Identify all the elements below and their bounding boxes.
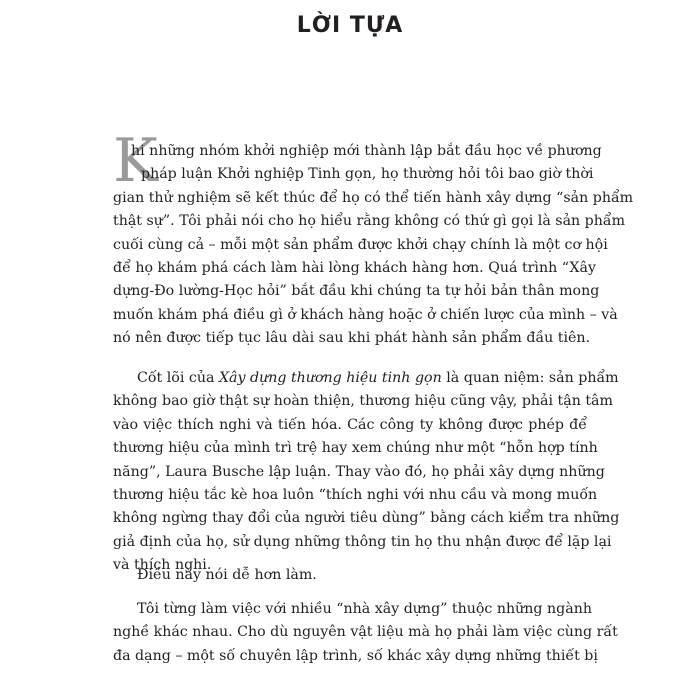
- text-line: thương hiệu của mình trì trệ hay xem chúng như một “hỗn hợp tính: [113, 440, 598, 457]
- text-line: nghề khác nhau. Cho dù nguyên vật liệu mà họ phải làm việc cùng rất: [113, 624, 618, 641]
- paragraph-4: [113, 598, 618, 668]
- text-line: gian thử nghiệm sẽ kết thúc để họ có thể tiến hành xây dựng “sản phẩm: [113, 189, 634, 206]
- text-line: muốn khám phá điều gì ở khách hàng hoặc ở chiến lược của mình – và: [113, 306, 618, 323]
- text-line: và thích nghi.: [113, 557, 212, 574]
- text-line: dựng-Đo lường-Học hỏi” bắt đầu khi chúng ta tự hỏi bản thân mong: [113, 283, 600, 300]
- paragraph-1-line-2: [141, 163, 594, 186]
- drop-cap-letter: K: [113, 126, 158, 196]
- text-line: không ngừng thay đổi của người tiêu dùng” bằng cách kiểm tra những: [113, 510, 620, 527]
- text-line: thương hiệu tắc kè hoa luôn “thích nghi với nhu cầu và mong muốn: [113, 486, 598, 503]
- text-line: thật sự”. Tôi phải nói cho họ hiểu rằng không có thứ gì gọi là sản phẩm: [113, 213, 626, 230]
- text-line: năng”, Laura Busche lập luận. Thay vào đó, họ phải xây dựng những: [113, 463, 605, 480]
- text-line: [113, 367, 619, 390]
- text-fragment: Cốt lõi của: [137, 370, 219, 386]
- text-line: vào việc thích nghi và tiến hóa. Các công ty không được phép để: [113, 416, 587, 433]
- book-title-italic: Xây dựng thương hiệu tinh gọn: [218, 370, 442, 386]
- text-line: để họ khám phá cách làm hài lòng khách hàng hơn. Quá trình “Xây: [113, 259, 596, 276]
- text-line: Tôi từng làm việc với nhiều “nhà xây dựng” thuộc những ngành: [137, 601, 592, 617]
- paragraph-1-line-1: [131, 140, 602, 163]
- text-fragment: là quan niệm: sản phẩm: [441, 370, 619, 386]
- text-line: Điều này nói dễ hơn làm.: [137, 567, 317, 583]
- page-title: LỜI TỰA: [296, 13, 404, 38]
- paragraph-2: [113, 367, 620, 578]
- text-line: pháp luận Khởi nghiệp Tinh gọn, họ thường hỏi tôi bao giờ thời: [141, 166, 594, 183]
- text-line: đa dạng – một số chuyên lập trình, số khác xây dựng những thiết bị: [113, 647, 598, 664]
- text-line: giả định của họ, sử dụng những thông tin họ thu nhận được để lặp lại: [113, 533, 612, 550]
- text-line: nó nên được tiếp tục lâu dài sau khi phát hành sản phẩm đầu tiên.: [113, 330, 591, 347]
- paragraph-1-body: [113, 187, 634, 351]
- text-line: không bao giờ thật sự hoàn thiện, thương hiệu cũng vậy, phải tận tâm: [113, 393, 613, 410]
- text-line: cuối cùng cả – mỗi một sản phẩm được khởi chạy chính là một cơ hội: [113, 236, 608, 253]
- text-line: hi những nhóm khởi nghiệp mới thành lập bắt đầu học về phương: [131, 143, 602, 159]
- paragraph-3: [113, 564, 587, 587]
